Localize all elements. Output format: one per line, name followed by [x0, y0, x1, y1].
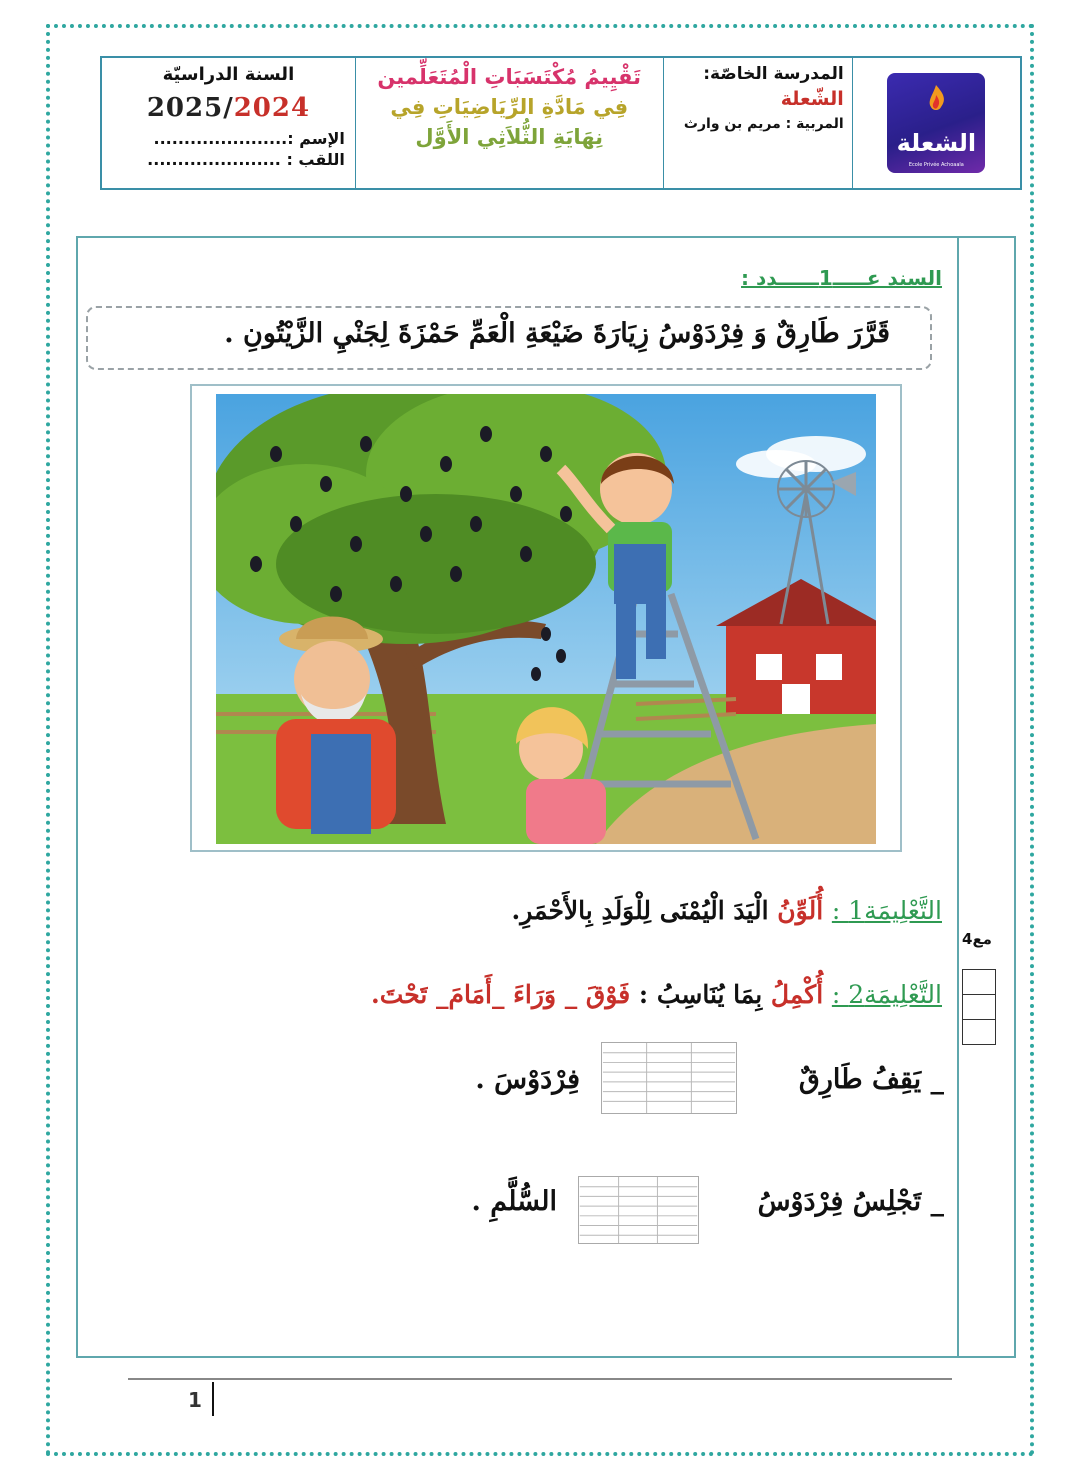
flame-icon — [923, 83, 949, 117]
school-cell — [663, 58, 852, 188]
year-cell — [102, 58, 355, 188]
score-box[interactable] — [962, 1019, 996, 1045]
school-year-label: السنة الدراسيّة — [162, 64, 295, 85]
school-name: الشّعلة — [780, 88, 844, 110]
school-year-value: 2025/2024 — [146, 93, 311, 123]
olive-harvest-illustration — [216, 394, 876, 844]
sentence-2-start: _ تَجْلِسُ فِرْدَوْسُ — [757, 1186, 944, 1217]
support-title: السند عـــــ1ــــــدد : — [741, 266, 942, 290]
support-text-box — [86, 306, 932, 370]
logo-cell — [852, 58, 1020, 188]
instruction-2-word-bank: فَوْقَ _ وَرَاءَ _أَمَامَ_ تَحْتَ. — [370, 980, 631, 1009]
school-logo — [887, 73, 985, 173]
name-field: الإسم :...................... — [153, 129, 345, 148]
exam-title-line1: تَقْيِيمُ مُكْتَسَبَاتِ الْمُتَعَلِّمين — [377, 65, 642, 89]
exam-title-cell — [355, 58, 663, 188]
school-label: المدرسة الخاصّة: — [703, 64, 844, 84]
sentence-1-start: _ يَقِفُ طَارِقٌ — [798, 1064, 944, 1095]
surname-field: اللقب : ...................... — [147, 150, 345, 169]
exam-title-line2: فِي مَادَّةِ الرِّيَاضِيَاتِ فِي — [390, 95, 629, 119]
footer-divider — [128, 1378, 952, 1380]
footer-bar — [212, 1382, 214, 1416]
instruction-1 — [512, 896, 943, 925]
support-text: قَرَّرَ طَارِقٌ وَ فِرْدَوْسُ زِيَارَةَ ضَيْعَةِ الْعَمِّ حَمْزَةَ لِجَنْيِ الزَّيْتُونِ . — [224, 318, 890, 349]
score-label: مع4 — [962, 930, 992, 948]
instruction-2-label: التَّعْلِيمَة2 : — [831, 980, 942, 1009]
instruction-1-label: التَّعْلِيمَة1 : — [831, 896, 942, 925]
instruction-2-verb: أُكْمِلُ — [770, 980, 824, 1009]
teacher-name: المربية : مريم بن وارث — [683, 116, 844, 132]
score-column-divider — [957, 238, 959, 1356]
score-box[interactable] — [962, 994, 996, 1020]
logo-text: الشعلة — [896, 129, 977, 157]
page-number: 1 — [188, 1388, 202, 1412]
sentence-1-end: فِرْدَوْسَ . — [475, 1064, 580, 1095]
header-table — [100, 56, 1022, 190]
score-boxes — [962, 970, 996, 1045]
sentence-2-end: السُّلَّمِ . — [471, 1186, 557, 1217]
score-box[interactable] — [962, 969, 996, 995]
instruction-2 — [371, 980, 942, 1009]
instruction-2-text: بِمَا يُنَاسِبُ : — [630, 980, 763, 1009]
instruction-1-text: الْيَدَ الْيُمْنَى لِلْوَلَدِ بِالأَحْمَرِ. — [511, 896, 769, 925]
exam-title-line3: نِهَايَةِ الثُّلاَثِي الأَوَّل — [415, 125, 604, 149]
answer-box-2[interactable] — [578, 1176, 699, 1244]
instruction-1-verb: أُلَوِّنُ — [777, 896, 824, 925]
logo-subtext: Ecole Privée Achoaala — [908, 162, 964, 168]
answer-box-1[interactable] — [601, 1042, 737, 1114]
